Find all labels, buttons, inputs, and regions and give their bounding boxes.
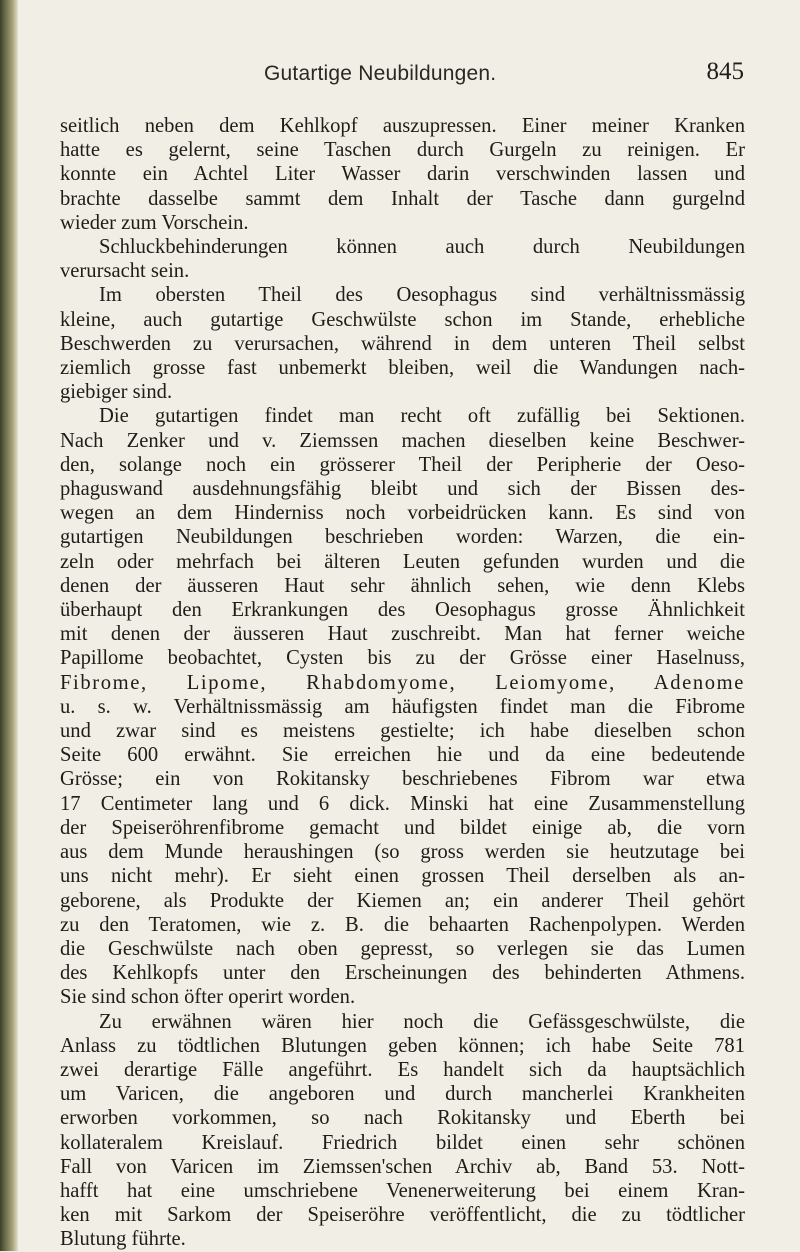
text-line: des Kehlkopfs unter den Erscheinungen des behinderten Athmens. [60, 962, 745, 985]
text-line: denen der äusseren Haut sehr ähnlich sehen, wie denn Klebs [60, 574, 745, 597]
text-line: Im obersten Theil des Oesophagus sind verhältnissmässig [99, 284, 745, 307]
text-line: konnte ein Achtel Liter Wasser darin verschwinden lassen und [60, 163, 745, 186]
text-line: aus dem Munde heraushingen (so gross werden sie heutzutage bei [60, 841, 745, 864]
text-line: wieder zum Vorschein. [60, 211, 249, 234]
text-line: gutartigen Neubildungen beschrieben worden: Warzen, die ein- [60, 526, 745, 549]
text-line: Die gutartigen findet man recht oft zufällig bei Sektionen. [99, 405, 745, 428]
text-line: uns nicht mehr). Er sieht einen grossen Theil derselben als an- [60, 865, 745, 888]
book-page [18, 0, 800, 1251]
page-number: 845 [706, 58, 744, 85]
text-line: Sie sind schon öfter operirt worden. [60, 986, 356, 1009]
text-line: u. s. w. Verhältnissmässig am häufigsten findet man die Fibrome [60, 695, 745, 718]
text-line: den, solange noch ein grösserer Theil der Peripherie der Oeso- [60, 453, 745, 476]
text-line: verursacht sein. [60, 260, 190, 283]
text-line: phaguswand ausdehnungsfähig bleibt und sich der Bissen des- [60, 478, 745, 501]
text-line: Blutung führte. [60, 1228, 186, 1251]
text-line: ziemlich grosse fast unbemerkt bleiben, weil die Wandungen nach- [60, 357, 745, 380]
text-line: wegen an dem Hinderniss noch vorbeidrücken kann. Es sind von [60, 502, 745, 525]
text-line: Grösse; ein von Rokitansky beschriebenes Fibrom war etwa [60, 768, 745, 791]
text-line: kollateralem Kreislauf. Friedrich bildet einen sehr schönen [60, 1131, 745, 1154]
text-line: mit denen der äusseren Haut zuschreibt. Man hat ferner weiche [60, 623, 745, 646]
text-line: erworben vorkommen, so nach Rokitansky und Eberth bei [60, 1107, 745, 1130]
body-text [60, 114, 745, 1252]
text-line: zwei derartige Fälle angeführt. Es handelt sich da hauptsächlich [60, 1058, 745, 1081]
text-line: zeln oder mehrfach bei älteren Leuten gefunden wurden und die [60, 550, 745, 573]
text-line: hatte es gelernt, seine Taschen durch Gurgeln zu reinigen. Er [60, 139, 745, 162]
text-line: kleine, auch gutartige Geschwülste schon im Stande, erhebliche [60, 308, 745, 331]
text-line: 17 Centimeter lang und 6 dick. Minski hat eine Zusammenstellung [60, 792, 745, 815]
text-line: überhaupt den Erkrankungen des Oesophagus grosse Ähnlichkeit [60, 599, 745, 622]
text-line: Nach Zenker und v. Ziemssen machen dieselben keine Beschwer- [60, 429, 745, 452]
text-line: seitlich neben dem Kehlkopf auszupressen. Einer meiner Kranken [60, 115, 745, 137]
running-title: Gutartige Neubildungen. [264, 62, 497, 85]
text-line: um Varicen, die angeboren und durch mancherlei Krankheiten [60, 1083, 745, 1106]
text-line: giebiger sind. [60, 381, 173, 404]
text-line: Fall von Varicen im Ziemssen'schen Archiv ab, Band 53. Nott- [60, 1155, 745, 1178]
text-line: Schluckbehinderungen können auch durch Neubildungen [99, 236, 745, 259]
text-line: hafft hat eine umschriebene Venenerweiterung bei einem Kran- [60, 1179, 745, 1202]
text-line: geborene, als Produkte der Kiemen an; ein anderer Theil gehört [60, 889, 745, 912]
text-line: ken mit Sarkom der Speiseröhre veröffentlicht, die zu tödtlicher [60, 1204, 745, 1227]
book-binding-shadow [0, 0, 18, 1251]
text-line: die Geschwülste nach oben gepresst, so verlegen sie das Lumen [60, 937, 745, 960]
text-line: Papillome beobachtet, Cysten bis zu der Grösse einer Haselnuss, [60, 647, 745, 670]
text-line: der Speiseröhrenfibrome gemacht und bildet einige ab, die vorn [60, 816, 745, 839]
text-line: Fibrome, Lipome, Rhabdomyome, Leiomyome, Adenome [60, 671, 745, 694]
text-line: Anlass zu tödtlichen Blutungen geben können; ich habe Seite 781 [60, 1034, 745, 1057]
page-header [264, 58, 744, 90]
text-line: brachte dasselbe sammt dem Inhalt der Tasche dann gurgelnd [60, 187, 745, 210]
text-line: Seite 600 erwähnt. Sie erreichen hie und da eine bedeutende [60, 744, 745, 767]
text-line: zu den Teratomen, wie z. B. die behaarten Rachenpolypen. Werden [60, 913, 745, 936]
text-line: Beschwerden zu verursachen, während in dem unteren Theil selbst [60, 332, 745, 355]
text-line: und zwar sind es meistens gestielte; ich habe dieselben schon [60, 720, 745, 743]
text-line: Zu erwähnen wären hier noch die Gefässgeschwülste, die [99, 1010, 745, 1033]
